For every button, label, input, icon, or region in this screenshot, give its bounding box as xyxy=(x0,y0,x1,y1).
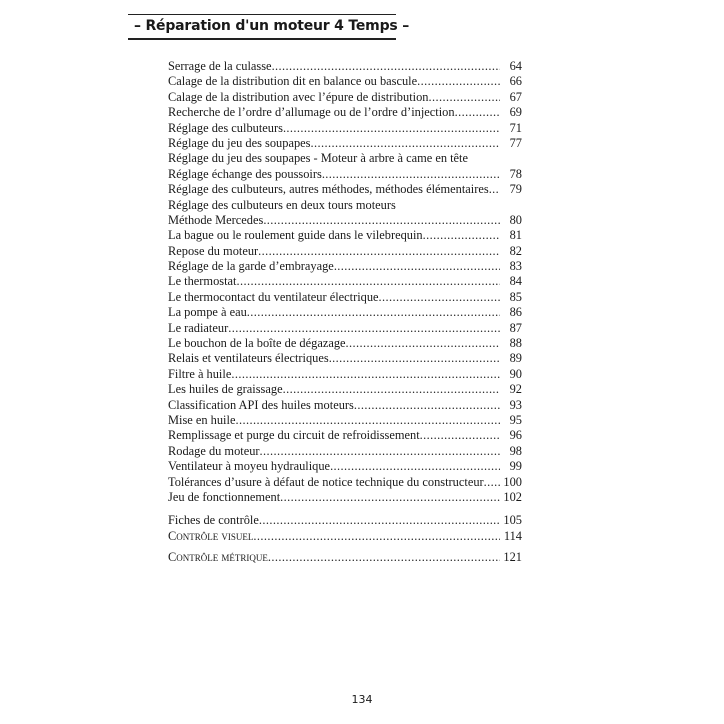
toc-leader xyxy=(379,290,500,305)
toc-entry xyxy=(168,513,522,528)
toc-entry-page: 80 xyxy=(509,212,522,227)
toc-leader xyxy=(310,136,500,151)
toc-entry-page: 79 xyxy=(509,182,522,197)
toc-leader xyxy=(329,351,500,366)
toc-entry-page: 64 xyxy=(509,59,522,73)
toc-leader xyxy=(417,74,500,89)
toc-entry-text: Le thermocontact du ventilateur électrique xyxy=(168,289,379,304)
toc-entry xyxy=(168,444,522,459)
chapter-title: – Réparation d'un moteur 4 Temps – xyxy=(134,18,409,34)
toc-leader xyxy=(283,121,500,136)
toc-entry xyxy=(168,459,522,474)
toc-entry-text: Réglage des culbuteurs xyxy=(168,120,283,135)
toc-entry xyxy=(168,351,522,366)
toc-leader xyxy=(420,428,500,443)
toc-entry-page: 90 xyxy=(509,366,522,381)
toc-leader xyxy=(228,321,500,336)
toc-entry xyxy=(168,321,522,336)
toc-entry-text: Filtre à huile xyxy=(168,366,232,381)
toc-entry-page: 93 xyxy=(509,397,522,412)
toc-entry-text: Réglage des culbuteurs, autres méthodes, méthodes élémentaires xyxy=(168,182,489,197)
toc-entry-text: Réglage du jeu des soupapes xyxy=(168,135,311,150)
page-number: 134 xyxy=(351,693,373,706)
toc-leader xyxy=(253,529,500,544)
toc-entry xyxy=(168,182,522,197)
toc-leader xyxy=(259,513,500,528)
toc-entry xyxy=(168,367,522,382)
toc-entry-text: Réglage des culbuteurs en deux tours moteurs xyxy=(168,197,396,212)
toc-entry-page: 98 xyxy=(509,443,522,458)
toc-entry-text: Remplissage et purge du circuit de refroidissement xyxy=(168,428,420,443)
toc-entry-page: 87 xyxy=(509,320,522,335)
toc-entry-text: Calage de la distribution avec l’épure de distribution xyxy=(168,89,429,104)
toc-entry-text: Classification API des huiles moteurs xyxy=(168,397,354,412)
toc-leader xyxy=(236,274,500,289)
toc-entry xyxy=(168,274,522,289)
toc-entry xyxy=(168,59,522,74)
toc-leader xyxy=(484,475,500,490)
toc-entry-text: Réglage de la garde d’embrayage xyxy=(168,259,334,274)
toc-leader xyxy=(268,550,500,565)
toc-entry xyxy=(168,398,522,413)
toc-entry-text: Calage de la distribution dit en balance ou bascule xyxy=(168,74,418,89)
toc-entry xyxy=(168,382,522,397)
toc-entry-page: 105 xyxy=(503,513,522,528)
toc-entry-page: 71 xyxy=(509,120,522,135)
toc-entry xyxy=(168,90,522,105)
toc-entry xyxy=(168,121,522,136)
toc-entry-page: 99 xyxy=(509,459,522,474)
toc-entry-text: Méthode Mercedes xyxy=(168,212,264,227)
running-header xyxy=(128,14,409,40)
toc-entry-text: Contrôle visuel xyxy=(168,528,254,543)
toc-entry-page: 78 xyxy=(509,166,522,181)
toc-entry xyxy=(168,244,522,259)
toc-entry-page: 82 xyxy=(509,243,522,258)
toc-leader xyxy=(260,444,500,459)
toc-leader xyxy=(334,259,500,274)
toc-entry-page: 77 xyxy=(509,135,522,150)
toc-entry-page: 100 xyxy=(503,474,522,489)
toc-entry xyxy=(168,167,522,182)
toc-entry xyxy=(168,550,522,565)
toc-leader xyxy=(455,105,500,120)
toc-entry-text: La pompe à eau xyxy=(168,305,247,320)
toc-leader xyxy=(263,213,500,228)
toc-entry-text: La bague ou le roulement guide dans le vilebrequin xyxy=(168,228,423,243)
toc-entry xyxy=(168,490,522,505)
toc-entry-text: Rodage du moteur xyxy=(168,443,260,458)
toc-entry-page: 92 xyxy=(509,382,522,397)
toc-entry xyxy=(168,290,522,305)
toc-leader xyxy=(258,244,500,259)
toc-entry xyxy=(168,413,522,428)
toc-entry-page: 66 xyxy=(509,74,522,89)
header-top-rule xyxy=(128,14,396,15)
toc-entry xyxy=(168,305,522,320)
toc-entry-text: Relais et ventilateurs électriques xyxy=(168,351,329,366)
toc-entry-text: Jeu de fonctionnement xyxy=(168,489,281,504)
toc-entry-text: Serrage de la culasse xyxy=(168,59,272,73)
toc-entry-text: Ventilateur à moyeu hydraulique xyxy=(168,459,331,474)
toc-entry-page: 96 xyxy=(509,428,522,443)
toc-entry-text: Les huiles de graissage xyxy=(168,382,283,397)
toc-entry xyxy=(168,198,522,213)
toc-leader xyxy=(423,228,500,243)
toc-leader xyxy=(354,398,500,413)
toc-entry-page: 89 xyxy=(509,351,522,366)
toc-entry xyxy=(168,105,522,120)
toc-entry-page: 121 xyxy=(503,550,522,565)
toc-leader xyxy=(330,459,500,474)
toc-leader xyxy=(428,90,500,105)
toc-entry-text: Le radiateur xyxy=(168,320,229,335)
toc-entry-page: 83 xyxy=(509,259,522,274)
toc-entry xyxy=(168,213,522,228)
toc-entry-text: Fiches de contrôle xyxy=(168,513,259,528)
toc-entry xyxy=(168,228,522,243)
toc-entry xyxy=(168,151,522,166)
toc-entry-text: Recherche de l’ordre d’allumage ou de l’ordre d’injection xyxy=(168,105,455,120)
toc-entry-page: 88 xyxy=(509,336,522,351)
toc-leader xyxy=(283,382,500,397)
toc-entry-page: 81 xyxy=(509,228,522,243)
toc-entry xyxy=(168,428,522,443)
toc-leader xyxy=(280,490,500,505)
toc-leader xyxy=(272,59,500,74)
toc-entry-page: 67 xyxy=(509,89,522,104)
toc-leader xyxy=(489,182,500,197)
toc-entry-text: Réglage du jeu des soupapes - Moteur à arbre à came en tête xyxy=(168,151,469,166)
toc-entry-page: 86 xyxy=(509,305,522,320)
toc-entry-text: Réglage échange des poussoirs xyxy=(168,166,322,181)
toc-entry-text: Contrôle métrique xyxy=(168,550,268,565)
toc-entry xyxy=(168,529,522,544)
toc-entry-page: 95 xyxy=(509,412,522,427)
toc-leader xyxy=(235,413,500,428)
toc-leader xyxy=(322,167,500,182)
toc-entry-text: Tolérances d’usure à défaut de notice technique du constructeur xyxy=(168,474,484,489)
toc-entry xyxy=(168,475,522,490)
header-bottom-rule xyxy=(128,38,396,40)
toc-entry-text: Le thermostat xyxy=(168,274,237,289)
toc-spacer xyxy=(168,505,522,513)
toc-entry-text: Le bouchon de la boîte de dégazage xyxy=(168,336,346,351)
toc-entry-page: 114 xyxy=(503,528,522,543)
toc-entry-page: 69 xyxy=(509,105,522,120)
toc-entry-page: 102 xyxy=(503,489,522,504)
toc-leader xyxy=(231,367,500,382)
table-of-contents xyxy=(168,59,522,566)
toc-entry-text: Repose du moteur xyxy=(168,243,259,258)
toc-entry-page: 84 xyxy=(509,274,522,289)
toc-leader xyxy=(247,305,500,320)
toc-entry-page: 85 xyxy=(509,289,522,304)
toc-leader xyxy=(346,336,500,351)
toc-entry-text: Mise en huile xyxy=(168,412,236,427)
toc-entry xyxy=(168,74,522,89)
toc-entry xyxy=(168,259,522,274)
toc-entry xyxy=(168,136,522,151)
toc-entry xyxy=(168,336,522,351)
